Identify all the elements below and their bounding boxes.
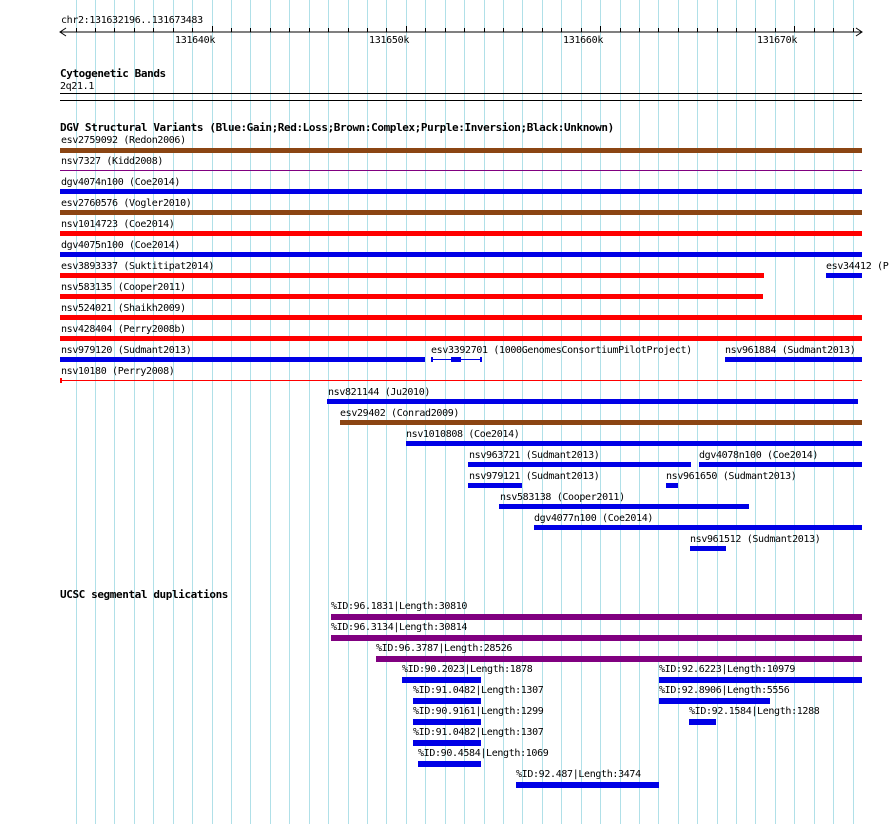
dgv-feature-label: nsv1014723 (Coe2014) [61, 219, 175, 230]
dgv-track-title: DGV Structural Variants (Blue:Gain;Red:Loss;Brown:Complex;Purple:Inversion;Black:Unknown) [60, 121, 614, 134]
segdup-feature-bar[interactable] [413, 698, 481, 704]
dgv-feature-bar[interactable] [60, 315, 862, 320]
dgv-feature-bar[interactable] [468, 483, 522, 488]
segdup-feature-label: %ID:91.0482|Length:1307 [413, 727, 544, 738]
dgv-feature-bar[interactable] [60, 210, 862, 215]
dgv-feature-label: esv3392701 (1000GenomesConsortiumPilotProject) [431, 345, 692, 356]
segdup-feature-label: %ID:96.3787|Length:28526 [376, 643, 513, 654]
segdup-feature-label: %ID:90.2023|Length:1878 [402, 664, 533, 675]
dgv-feature-label: esv3893337 (Suktitipat2014) [61, 261, 215, 272]
dgv-feature-bar[interactable] [406, 441, 862, 446]
dgv-feature-label: nsv1010808 (Coe2014) [406, 429, 520, 440]
segdup-feature-label: %ID:90.4584|Length:1069 [418, 748, 549, 759]
dgv-feature-bar[interactable] [60, 357, 425, 362]
segdup-feature-bar[interactable] [689, 719, 716, 725]
dgv-feature-bar[interactable] [60, 380, 862, 381]
dgv-feature-label: nsv583135 (Cooper2011) [61, 282, 186, 293]
segdup-feature-label: %ID:92.6223|Length:10979 [659, 664, 796, 675]
dgv-feature-label: nsv428404 (Perry2008b) [61, 324, 186, 335]
dgv-feature-label: esv2760576 (Vogler2010) [61, 198, 192, 209]
dgv-feature-label: nsv979121 (Sudmant2013) [469, 471, 600, 482]
cytoband-track-title: Cytogenetic Bands [60, 67, 166, 80]
dgv-feature-bar[interactable] [60, 336, 862, 341]
dgv-feature-bar[interactable] [468, 462, 691, 467]
segdup-feature-label: %ID:92.8906|Length:5556 [659, 685, 790, 696]
dgv-feature-label: esv29402 (Conrad2009) [340, 408, 460, 419]
segdup-feature-bar[interactable] [376, 656, 862, 662]
segdup-feature-label: %ID:92.487|Length:3474 [516, 769, 641, 780]
dgv-feature-bar[interactable] [60, 294, 763, 299]
segdup-feature-bar[interactable] [413, 740, 481, 746]
cytoband-line-top [60, 93, 862, 94]
dgv-feature-bar[interactable] [499, 504, 749, 509]
segdup-feature-label: %ID:96.1831|Length:30810 [331, 601, 468, 612]
dgv-feature-bar[interactable] [699, 462, 862, 467]
dgv-feature-bar[interactable] [60, 273, 764, 278]
ruler-tick-label: 131640k [175, 35, 216, 46]
dgv-feature-label: nsv524021 (Shaikh2009) [61, 303, 186, 314]
dgv-feature-bar[interactable] [60, 170, 862, 171]
segdup-feature-bar[interactable] [402, 677, 481, 683]
dgv-feature-label: esv34412 (P [826, 261, 889, 272]
segdup-feature-bar[interactable] [659, 698, 770, 704]
dgv-feature-label: dgv4075n100 (Coe2014) [61, 240, 181, 251]
dgv-feature-bar[interactable] [327, 399, 858, 404]
dgv-feature-bar[interactable] [431, 357, 433, 362]
cytoband-label: 2q21.1 [60, 81, 95, 92]
segdup-feature-bar[interactable] [516, 782, 659, 788]
segdup-feature-bar[interactable] [418, 761, 481, 767]
dgv-feature-label: dgv4077n100 (Coe2014) [534, 513, 654, 524]
dgv-feature-bar[interactable] [534, 525, 862, 530]
segdup-feature-bar[interactable] [331, 635, 862, 641]
dgv-feature-label: dgv4074n100 (Coe2014) [61, 177, 181, 188]
ruler-tick-label: 131660k [563, 35, 604, 46]
dgv-feature-bar[interactable] [60, 148, 862, 153]
coordinates-label: chr2:131632196..131673483 [61, 15, 203, 26]
ruler-tick-label: 131670k [757, 35, 798, 46]
dgv-feature-bar[interactable] [60, 252, 862, 257]
dgv-feature-label: nsv961512 (Sudmant2013) [690, 534, 821, 545]
segdup-feature-label: %ID:91.0482|Length:1307 [413, 685, 544, 696]
ruler-tick-label: 131650k [369, 35, 410, 46]
dgv-feature-label: dgv4078n100 (Coe2014) [699, 450, 819, 461]
dgv-feature-label: nsv961650 (Sudmant2013) [666, 471, 797, 482]
dgv-feature-label: nsv963721 (Sudmant2013) [469, 450, 600, 461]
dgv-feature-bar[interactable] [666, 483, 678, 488]
segdup-feature-label: %ID:90.9161|Length:1299 [413, 706, 544, 717]
segdup-feature-label: %ID:96.3134|Length:30814 [331, 622, 468, 633]
dgv-feature-label: nsv7327 (Kidd2008) [61, 156, 164, 167]
dgv-feature-label: nsv961884 (Sudmant2013) [725, 345, 856, 356]
segdup-feature-bar[interactable] [331, 614, 862, 620]
segdup-track-title: UCSC segmental duplications [60, 588, 229, 601]
cytoband-line-bottom [60, 100, 862, 101]
segdup-feature-label: %ID:92.1584|Length:1288 [689, 706, 820, 717]
dgv-feature-label: nsv821144 (Ju2010) [328, 387, 431, 398]
dgv-feature-bar[interactable] [826, 273, 862, 278]
dgv-feature-bar[interactable] [340, 420, 862, 425]
dgv-feature-bar[interactable] [725, 357, 862, 362]
dgv-feature-bar[interactable] [60, 189, 862, 194]
dgv-feature-bar[interactable] [480, 357, 482, 362]
dgv-feature-label: esv2759092 (Redon2006) [61, 135, 186, 146]
dgv-feature-bar[interactable] [451, 357, 461, 362]
segdup-feature-bar[interactable] [413, 719, 481, 725]
dgv-feature-marker [60, 378, 62, 383]
dgv-feature-label: nsv10180 (Perry2008) [61, 366, 175, 377]
dgv-feature-bar[interactable] [60, 231, 862, 236]
dgv-feature-label: nsv979120 (Sudmant2013) [61, 345, 192, 356]
dgv-feature-bar[interactable] [690, 546, 726, 551]
dgv-feature-label: nsv583138 (Cooper2011) [500, 492, 625, 503]
segdup-feature-bar[interactable] [659, 677, 862, 683]
